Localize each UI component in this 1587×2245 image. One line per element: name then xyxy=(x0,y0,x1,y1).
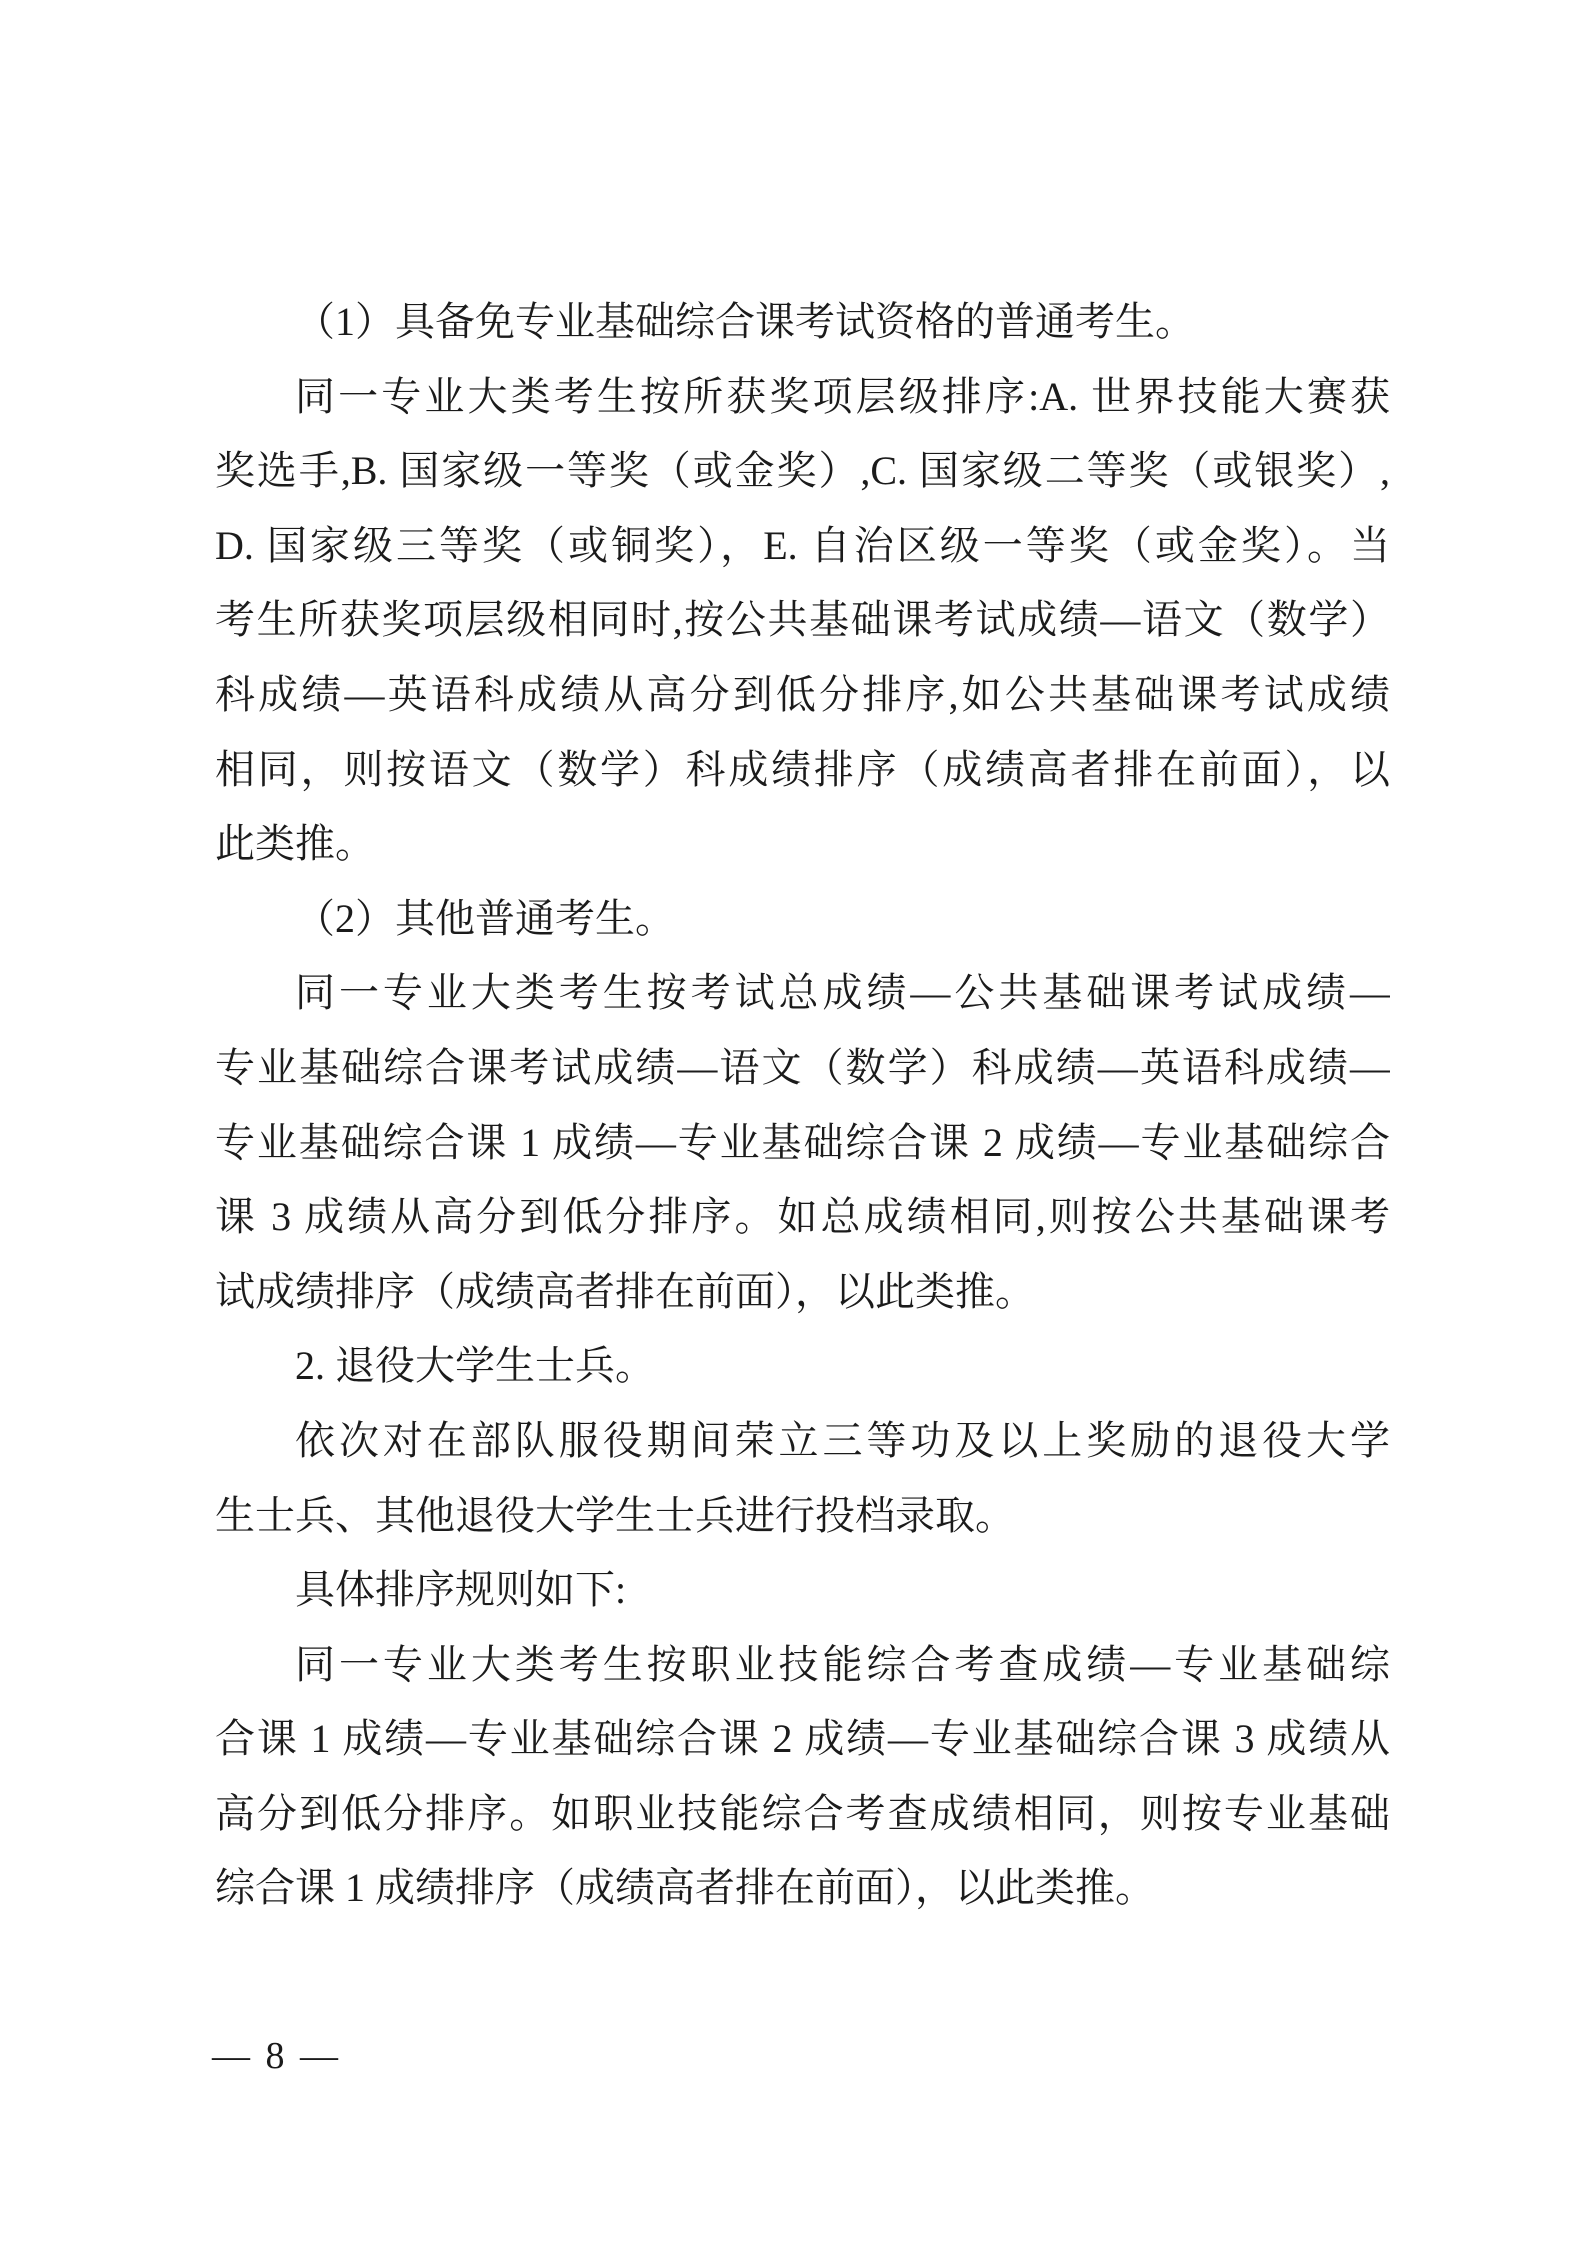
page-number: — 8 — xyxy=(212,2035,341,2077)
document-line: 科成绩—英语科成绩从高分到低分排序,如公共基础课考试成绩 xyxy=(215,671,1390,717)
document-line: 综合课 1 成绩排序（成绩高者排在前面），以此类推。 xyxy=(215,1865,1155,1911)
document-line: 同一专业大类考生按职业技能综合考查成绩—专业基础综 xyxy=(295,1641,1390,1687)
document-line: 2. 退役大学生士兵。 xyxy=(295,1343,655,1389)
document-line: 课 3 成绩从高分到低分排序。如总成绩相同,则按公共基础课考 xyxy=(215,1194,1390,1240)
document-line: 生士兵、其他退役大学生士兵进行投档录取。 xyxy=(215,1492,1015,1538)
document-line: 考生所获奖项层级相同时,按公共基础课考试成绩—语文（数学） xyxy=(215,597,1390,643)
document-line: 专业基础综合课考试成绩—语文（数学）科成绩—英语科成绩— xyxy=(215,1044,1390,1090)
document-line: （2）其他普通考生。 xyxy=(295,895,675,941)
document-line: 同一专业大类考生按考试总成绩—公共基础课考试成绩— xyxy=(295,970,1390,1016)
document-line: 同一专业大类考生按所获奖项层级排序:A. 世界技能大赛获 xyxy=(295,373,1390,419)
document-line: （1）具备免专业基础综合课考试资格的普通考生。 xyxy=(295,299,1195,344)
document-line: 合课 1 成绩—专业基础综合课 2 成绩—专业基础综合课 3 成绩从 xyxy=(215,1716,1390,1762)
document-line: 依次对在部队服役期间荣立三等功及以上奖励的退役大学 xyxy=(295,1417,1390,1463)
document-line: 奖选手,B. 国家级一等奖（或金奖）,C. 国家级二等奖（或银奖）, xyxy=(215,448,1390,494)
document-body xyxy=(215,285,1390,1926)
document-line: 试成绩排序（成绩高者排在前面），以此类推。 xyxy=(215,1268,1035,1314)
document-line: 此类推。 xyxy=(215,821,375,867)
document-line: 高分到低分排序。如职业技能综合考查成绩相同，则按专业基础 xyxy=(215,1790,1390,1836)
document-line: 相同，则按语文（数学）科成绩排序（成绩高者排在前面），以 xyxy=(215,746,1390,792)
document-line: D. 国家级三等奖（或铜奖），E. 自治区级一等奖（或金奖）。当 xyxy=(215,522,1390,568)
document-line: 专业基础综合课 1 成绩—专业基础综合课 2 成绩—专业基础综合 xyxy=(215,1119,1390,1165)
document-line: 具体排序规则如下: xyxy=(295,1567,627,1613)
